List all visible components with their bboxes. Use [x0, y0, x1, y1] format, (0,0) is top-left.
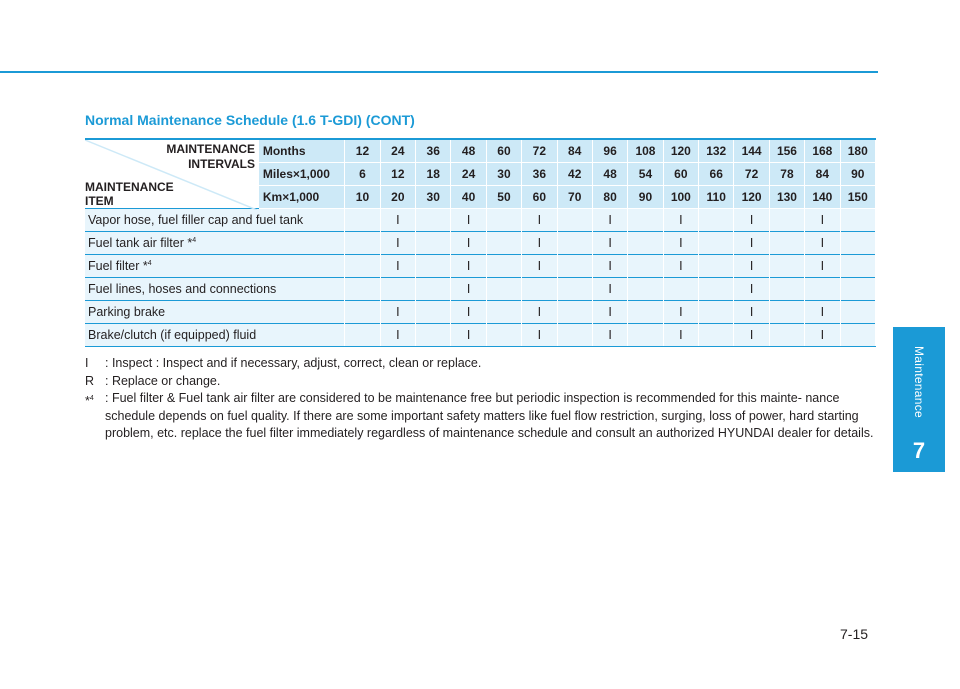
schedule-cell [416, 231, 451, 254]
schedule-cell: I [592, 208, 627, 231]
intervals-label-line1: MAINTENANCE [166, 142, 255, 156]
schedule-cell: I [805, 231, 840, 254]
schedule-cell [699, 277, 734, 300]
interval-value-cell: 132 [699, 139, 734, 162]
legend-note [85, 355, 880, 373]
schedule-cell: I [663, 323, 698, 346]
interval-unit-label: Km×1,000 [259, 185, 345, 208]
schedule-cell [769, 323, 804, 346]
schedule-cell: I [734, 254, 769, 277]
interval-value-cell: 10 [345, 185, 380, 208]
schedule-cell [486, 300, 521, 323]
schedule-cell: I [522, 231, 557, 254]
legend-key [85, 373, 105, 391]
section-title: Normal Maintenance Schedule (1.6 T-GDI) (CONT) [85, 112, 415, 128]
schedule-cell: I [451, 300, 486, 323]
schedule-cell [345, 208, 380, 231]
schedule-cell [663, 277, 698, 300]
schedule-cell: I [592, 300, 627, 323]
schedule-cell: I [380, 231, 415, 254]
schedule-cell: I [380, 208, 415, 231]
schedule-cell: I [522, 208, 557, 231]
interval-value-cell: 130 [769, 185, 804, 208]
interval-value-cell: 84 [557, 139, 592, 162]
footnote-marker: 4 [192, 236, 197, 244]
schedule-cell [699, 254, 734, 277]
table-row [85, 323, 876, 346]
schedule-cell: I [663, 300, 698, 323]
interval-value-cell: 12 [345, 139, 380, 162]
schedule-cell: I [451, 254, 486, 277]
schedule-cell [557, 254, 592, 277]
interval-value-cell: 30 [416, 185, 451, 208]
interval-value-cell: 60 [486, 139, 521, 162]
schedule-cell [840, 231, 875, 254]
chapter-number: 7 [912, 438, 926, 463]
schedule-cell: I [522, 254, 557, 277]
schedule-cell [769, 231, 804, 254]
chapter-tab[interactable] [893, 327, 945, 472]
schedule-cell [486, 323, 521, 346]
interval-value-cell: 90 [840, 162, 875, 185]
schedule-cell: I [451, 277, 486, 300]
schedule-cell: I [592, 323, 627, 346]
schedule-cell [486, 254, 521, 277]
notes [85, 355, 880, 443]
schedule-cell [345, 323, 380, 346]
interval-value-cell: 60 [663, 162, 698, 185]
table-row [85, 254, 876, 277]
interval-value-cell: 80 [592, 185, 627, 208]
interval-value-cell: 12 [380, 162, 415, 185]
item-name-text: Brake/clutch (if equipped) fluid [88, 327, 257, 342]
interval-value-cell: 36 [416, 139, 451, 162]
schedule-cell [416, 277, 451, 300]
interval-unit-label: Miles×1,000 [259, 162, 345, 185]
schedule-cell [557, 277, 592, 300]
schedule-cell [699, 208, 734, 231]
schedule-cell [416, 323, 451, 346]
schedule-cell: I [522, 300, 557, 323]
table-row [85, 208, 876, 231]
schedule-cell: I [380, 300, 415, 323]
top-rule [0, 71, 878, 73]
legend-note [85, 373, 880, 391]
schedule-cell: I [592, 277, 627, 300]
maintenance-item-name [85, 231, 345, 254]
interval-value-cell: 72 [734, 162, 769, 185]
schedule-cell [557, 300, 592, 323]
interval-value-cell: 48 [592, 162, 627, 185]
interval-value-cell: 156 [769, 139, 804, 162]
interval-value-cell: 120 [663, 139, 698, 162]
maintenance-item-name [85, 300, 345, 323]
schedule-cell: I [592, 254, 627, 277]
schedule-cell: I [522, 323, 557, 346]
schedule-cell: I [451, 323, 486, 346]
item-name-text: Fuel filter * [88, 258, 148, 273]
interval-value-cell: 18 [416, 162, 451, 185]
schedule-cell: I [592, 231, 627, 254]
maintenance-schedule-table [85, 138, 876, 347]
legend-key-sup: 4 [89, 395, 94, 402]
footnote-marker: 4 [147, 259, 152, 267]
schedule-cell [769, 300, 804, 323]
schedule-cell: I [734, 231, 769, 254]
schedule-cell [628, 300, 663, 323]
maintenance-item-name [85, 208, 345, 231]
schedule-cell [345, 300, 380, 323]
interval-value-cell: 110 [699, 185, 734, 208]
intervals-label-line2: INTERVALS [188, 157, 255, 171]
legend-key [85, 390, 105, 443]
interval-value-cell: 90 [628, 185, 663, 208]
maintenance-item-name [85, 254, 345, 277]
schedule-cell [840, 323, 875, 346]
interval-value-cell: 70 [557, 185, 592, 208]
legend-note [85, 390, 880, 443]
schedule-cell [699, 231, 734, 254]
interval-value-cell: 42 [557, 162, 592, 185]
schedule-cell [840, 254, 875, 277]
item-name-text: Parking brake [88, 304, 166, 319]
interval-value-cell: 120 [734, 185, 769, 208]
schedule-cell [557, 231, 592, 254]
legend-text: : Inspect : Inspect and if necessary, adjust, correct, clean or replace. [105, 356, 482, 370]
schedule-cell [345, 254, 380, 277]
interval-value-cell: 180 [840, 139, 875, 162]
schedule-cell [699, 323, 734, 346]
schedule-cell: I [663, 254, 698, 277]
interval-unit-label: Months [259, 139, 345, 162]
interval-value-cell: 48 [451, 139, 486, 162]
schedule-cell [699, 300, 734, 323]
schedule-cell: I [734, 277, 769, 300]
schedule-cell [416, 208, 451, 231]
schedule-cell: I [805, 300, 840, 323]
page-number: 7-15 [840, 626, 869, 642]
schedule-cell [486, 277, 521, 300]
schedule-cell [557, 323, 592, 346]
schedule-cell [840, 300, 875, 323]
interval-value-cell: 24 [451, 162, 486, 185]
schedule-cell [345, 231, 380, 254]
schedule-cell: I [734, 323, 769, 346]
schedule-cell [380, 277, 415, 300]
table-row [85, 300, 876, 323]
schedule-cell [345, 277, 380, 300]
interval-value-cell: 96 [592, 139, 627, 162]
schedule-cell [628, 277, 663, 300]
interval-value-cell: 66 [699, 162, 734, 185]
interval-header-row [85, 139, 876, 162]
interval-value-cell: 24 [380, 139, 415, 162]
interval-value-cell: 30 [486, 162, 521, 185]
item-name-text: Vapor hose, fuel filler cap and fuel tank [88, 212, 304, 227]
interval-value-cell: 78 [769, 162, 804, 185]
table-row [85, 277, 876, 300]
interval-value-cell: 100 [663, 185, 698, 208]
schedule-cell [486, 231, 521, 254]
schedule-cell [769, 254, 804, 277]
interval-value-cell: 40 [451, 185, 486, 208]
schedule-cell [416, 300, 451, 323]
item-name-text: Fuel lines, hoses and connections [88, 281, 277, 296]
interval-value-cell: 20 [380, 185, 415, 208]
interval-value-cell: 150 [840, 185, 875, 208]
interval-value-cell: 50 [486, 185, 521, 208]
interval-value-cell: 168 [805, 139, 840, 162]
schedule-cell [628, 323, 663, 346]
schedule-cell: I [805, 208, 840, 231]
schedule-cell [769, 277, 804, 300]
item-label-line1: MAINTENANCE [85, 180, 174, 194]
schedule-cell: I [451, 231, 486, 254]
table-corner-header [85, 139, 259, 208]
schedule-cell [628, 231, 663, 254]
schedule-cell: I [805, 254, 840, 277]
schedule-cell [557, 208, 592, 231]
legend-key-text: * [85, 394, 90, 409]
interval-value-cell: 60 [522, 185, 557, 208]
schedule-cell [805, 277, 840, 300]
chapter-tab-label: Maintenance [912, 345, 927, 418]
maintenance-item-name [85, 277, 345, 300]
schedule-cell: I [663, 208, 698, 231]
schedule-cell [769, 208, 804, 231]
interval-value-cell: 84 [805, 162, 840, 185]
schedule-cell [628, 208, 663, 231]
schedule-cell [628, 254, 663, 277]
schedule-cell: I [805, 323, 840, 346]
interval-value-cell: 72 [522, 139, 557, 162]
schedule-cell: I [734, 208, 769, 231]
item-label-line2: ITEM [85, 194, 114, 208]
interval-value-cell: 54 [628, 162, 663, 185]
table-row [85, 231, 876, 254]
schedule-cell: I [380, 323, 415, 346]
legend-key-text: I [85, 356, 89, 370]
schedule-cell [486, 208, 521, 231]
schedule-cell [840, 208, 875, 231]
item-name-text: Fuel tank air filter * [88, 235, 193, 250]
schedule-cell: I [734, 300, 769, 323]
schedule-cell [840, 277, 875, 300]
legend-text: : Fuel filter & Fuel tank air filter are considered to be maintenance free but periodic inspection is recommended for this mainte- nance schedule depends on fuel quality. If there are some important safety matters like fuel flow restriction, surging, loss of power, hard starting problem, etc. replace the fuel filter immediately regardless of maintenance schedule and consult an authorized HYUNDAI dealer for details. [105, 391, 874, 440]
schedule-cell: I [451, 208, 486, 231]
legend-key-text: R [85, 373, 95, 388]
schedule-cell [522, 277, 557, 300]
legend-key [85, 355, 105, 373]
schedule-cell: I [380, 254, 415, 277]
schedule-cell: I [663, 231, 698, 254]
interval-value-cell: 6 [345, 162, 380, 185]
legend-text: : Replace or change. [105, 373, 221, 388]
schedule-cell [416, 254, 451, 277]
interval-value-cell: 140 [805, 185, 840, 208]
interval-value-cell: 36 [522, 162, 557, 185]
interval-value-cell: 108 [628, 139, 663, 162]
interval-value-cell: 144 [734, 139, 769, 162]
maintenance-item-name [85, 323, 345, 346]
